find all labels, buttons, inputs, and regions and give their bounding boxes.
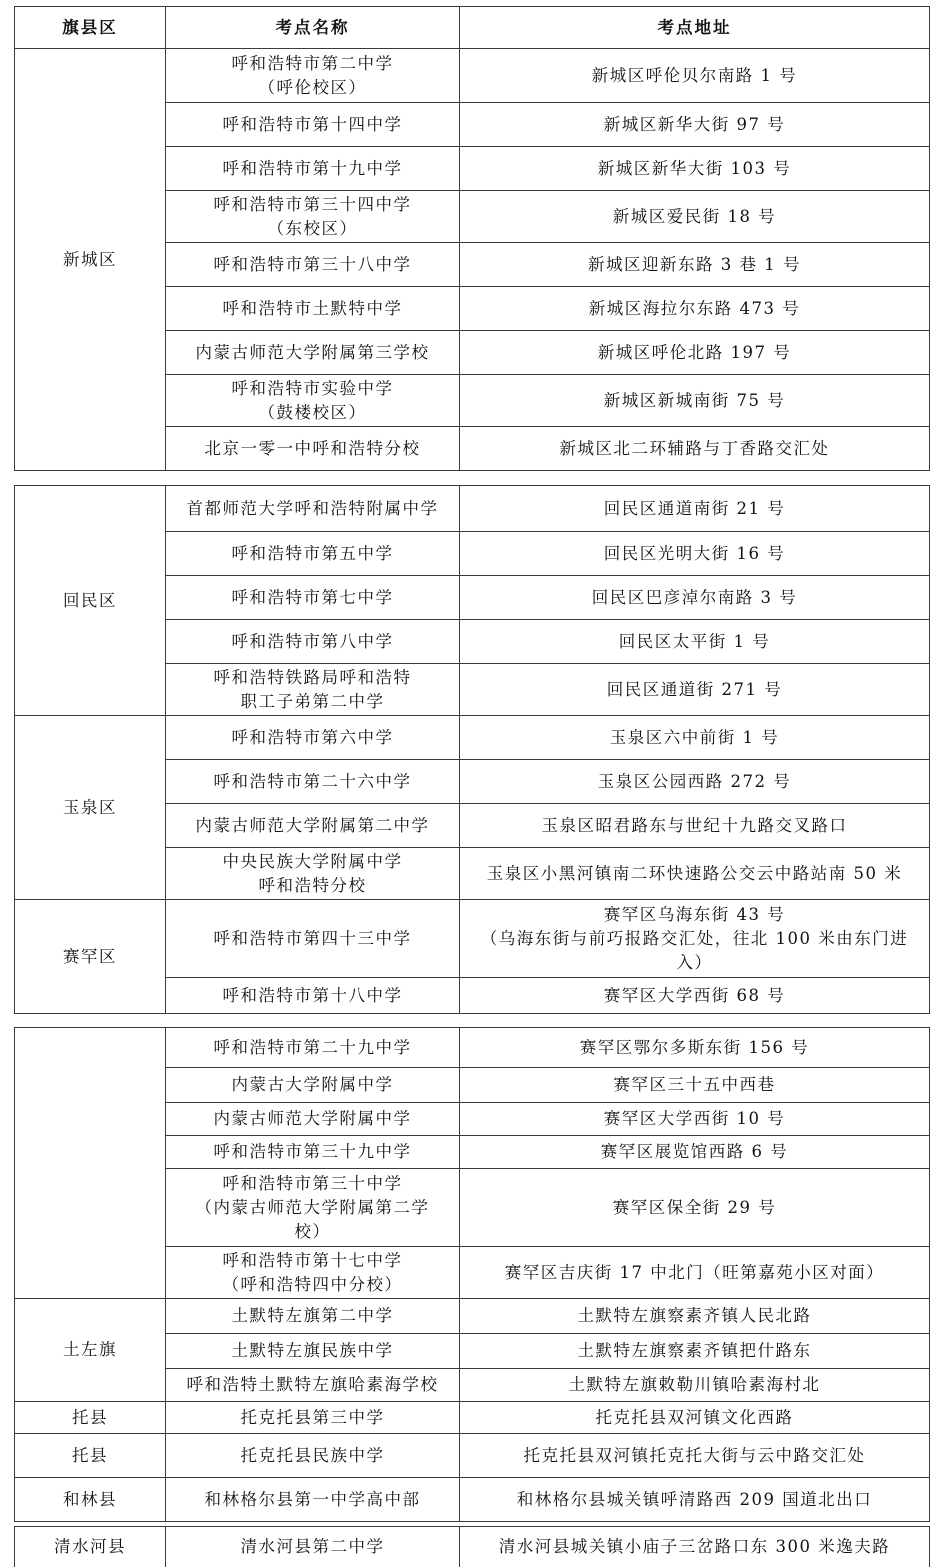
site-address: 土默特左旗察素齐镇人民北路 (460, 1299, 930, 1334)
district-cell: 玉泉区 (15, 716, 166, 900)
district-cell: 托县 (15, 1402, 166, 1434)
site-name: 呼和浩特市第三十八中学 (166, 243, 460, 287)
district-cell: 和林县 (15, 1478, 166, 1522)
site-address: 新城区迎新东路 3 巷 1 号 (460, 243, 930, 287)
district-cell (15, 1028, 166, 1299)
site-name: 呼和浩特市第十九中学 (166, 147, 460, 191)
site-name: 呼和浩特铁路局呼和浩特 职工子弟第二中学 (166, 664, 460, 716)
site-address: 玉泉区小黑河镇南二环快速路公交云中路站南 50 米 (460, 848, 930, 900)
table-row (15, 1028, 930, 1068)
site-name: 中央民族大学附属中学 呼和浩特分校 (166, 848, 460, 900)
site-name: 内蒙古师范大学附属第三学校 (166, 331, 460, 375)
district-cell: 回民区 (15, 486, 166, 716)
site-address: 新城区北二环辅路与丁香路交汇处 (460, 427, 930, 471)
site-name: 呼和浩特市土默特中学 (166, 287, 460, 331)
site-address: 土默特左旗察素齐镇把什路东 (460, 1334, 930, 1369)
table-row (15, 1402, 930, 1434)
table-row (15, 49, 930, 103)
site-address: 玉泉区公园西路 272 号 (460, 760, 930, 804)
site-name: 呼和浩特市第三十九中学 (166, 1136, 460, 1169)
exam-site-table-part-3 (14, 1027, 930, 1522)
site-address: 赛罕区乌海东街 43 号 （乌海东街与前巧报路交汇处，往北 100 米由东门进 入） (460, 900, 930, 978)
site-address: 赛罕区吉庆街 17 中北门（旺第嘉苑小区对面） (460, 1247, 930, 1299)
district-cell: 新城区 (15, 49, 166, 471)
table-row (15, 900, 930, 978)
site-name: 呼和浩特市第十四中学 (166, 103, 460, 147)
site-address: 新城区海拉尔东路 473 号 (460, 287, 930, 331)
site-address: 新城区新华大街 97 号 (460, 103, 930, 147)
site-address: 赛罕区保全街 29 号 (460, 1169, 930, 1247)
site-name: 呼和浩特市第四十三中学 (166, 900, 460, 978)
site-name: 呼和浩特市实验中学 （鼓楼校区） (166, 375, 460, 427)
site-name: 内蒙古大学附属中学 (166, 1068, 460, 1103)
site-name: 呼和浩特市第六中学 (166, 716, 460, 760)
header-name: 考点名称 (166, 7, 460, 49)
site-address: 赛罕区展览馆西路 6 号 (460, 1136, 930, 1169)
site-address: 新城区呼伦贝尔南路 1 号 (460, 49, 930, 103)
exam-site-table-part-1 (14, 6, 930, 471)
district-cell: 土左旗 (15, 1299, 166, 1402)
site-name: 托克托县第三中学 (166, 1402, 460, 1434)
site-name: 呼和浩特土默特左旗哈素海学校 (166, 1369, 460, 1402)
site-address: 赛罕区大学西街 10 号 (460, 1103, 930, 1136)
table-row (15, 1478, 930, 1522)
site-name: 呼和浩特市第十八中学 (166, 978, 460, 1014)
site-name: 呼和浩特市第二中学 （呼伦校区） (166, 49, 460, 103)
table-row (15, 486, 930, 532)
site-address: 托克托县双河镇托克托大街与云中路交汇处 (460, 1434, 930, 1478)
district-cell: 清水河县 (15, 1527, 166, 1567)
site-address: 玉泉区六中前街 1 号 (460, 716, 930, 760)
site-name: 首都师范大学呼和浩特附属中学 (166, 486, 460, 532)
site-address: 土默特左旗敕勒川镇哈素海村北 (460, 1369, 930, 1402)
site-name: 呼和浩特市第三十中学 （内蒙古师范大学附属第二学 校） (166, 1169, 460, 1247)
site-name: 呼和浩特市第二十九中学 (166, 1028, 460, 1068)
exam-site-table-part-4 (14, 1526, 930, 1567)
site-address: 和林格尔县城关镇呼清路西 209 国道北出口 (460, 1478, 930, 1522)
site-name: 呼和浩特市第八中学 (166, 620, 460, 664)
district-cell: 赛罕区 (15, 900, 166, 1014)
site-name: 土默特左旗民族中学 (166, 1334, 460, 1369)
site-address: 清水河县城关镇小庙子三岔路口东 300 米逸夫路 (460, 1527, 930, 1567)
table-header-row (15, 7, 930, 49)
site-address: 新城区呼伦北路 197 号 (460, 331, 930, 375)
site-name: 土默特左旗第二中学 (166, 1299, 460, 1334)
site-address: 回民区通道南街 21 号 (460, 486, 930, 532)
site-name: 呼和浩特市第三十四中学 （东校区） (166, 191, 460, 243)
table-row (15, 1434, 930, 1478)
site-name: 清水河县第二中学 (166, 1527, 460, 1567)
site-address: 赛罕区三十五中西巷 (460, 1068, 930, 1103)
site-address: 赛罕区鄂尔多斯东街 156 号 (460, 1028, 930, 1068)
table-row (15, 1299, 930, 1334)
site-address: 回民区通道街 271 号 (460, 664, 930, 716)
site-name: 内蒙古师范大学附属第二中学 (166, 804, 460, 848)
site-name: 呼和浩特市第二十六中学 (166, 760, 460, 804)
site-name: 托克托县民族中学 (166, 1434, 460, 1478)
site-name: 北京一零一中呼和浩特分校 (166, 427, 460, 471)
site-name: 呼和浩特市第七中学 (166, 576, 460, 620)
site-address: 回民区光明大街 16 号 (460, 532, 930, 576)
header-address: 考点地址 (460, 7, 930, 49)
site-address: 玉泉区昭君路东与世纪十九路交叉路口 (460, 804, 930, 848)
site-address: 新城区新华大街 103 号 (460, 147, 930, 191)
site-address: 回民区巴彦淖尔南路 3 号 (460, 576, 930, 620)
site-address: 新城区新城南街 75 号 (460, 375, 930, 427)
site-address: 回民区太平街 1 号 (460, 620, 930, 664)
site-name: 内蒙古师范大学附属中学 (166, 1103, 460, 1136)
site-name: 呼和浩特市第十七中学 （呼和浩特四中分校） (166, 1247, 460, 1299)
site-address: 赛罕区大学西街 68 号 (460, 978, 930, 1014)
site-name: 呼和浩特市第五中学 (166, 532, 460, 576)
site-address: 托克托县双河镇文化西路 (460, 1402, 930, 1434)
table-row (15, 1527, 930, 1567)
site-name: 和林格尔县第一中学高中部 (166, 1478, 460, 1522)
table-row (15, 716, 930, 760)
header-county: 旗县区 (15, 7, 166, 49)
district-cell: 托县 (15, 1434, 166, 1478)
site-address: 新城区爱民街 18 号 (460, 191, 930, 243)
exam-site-table-part-2 (14, 485, 930, 1014)
